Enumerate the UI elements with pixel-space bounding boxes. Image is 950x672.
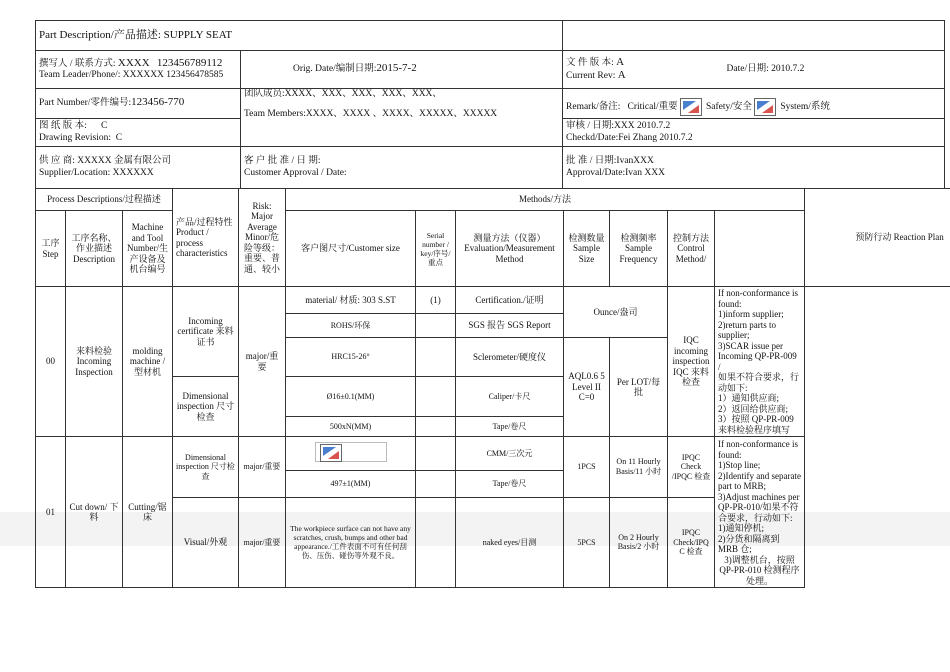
drawing-image: [315, 442, 387, 462]
control-plan-table: [35, 188, 950, 588]
machine-cell: molding machine /型材机: [123, 287, 173, 437]
process-descriptions-header: Process Descriptions/过程描述: [36, 189, 173, 211]
table-row: [36, 437, 950, 471]
approval-cell: [563, 147, 945, 189]
author-cell: [36, 51, 241, 89]
customer-size-header: 客户图尺寸/Customer size: [286, 211, 416, 287]
doc-version-label: 文 件 版 本:: [566, 58, 614, 68]
team-leader-name: XXXXXX: [122, 70, 164, 80]
customer-size-cell: HRC15-26°: [286, 338, 416, 377]
part-description: Part Description/产品描述: SUPPLY SEAT: [36, 21, 563, 51]
table-row: [36, 287, 950, 314]
step-header: 工序Step: [36, 211, 66, 287]
characteristic-cell: Incoming certificate 来料证书: [173, 287, 239, 377]
machine-header: Machine and Tool Number/生产设备及机台编号: [123, 211, 173, 287]
serial-cell: [416, 470, 456, 497]
sample-size-header: 检测数量 Sample Size: [564, 211, 610, 287]
reaction-line: 如果不符合要求，行动如下:: [718, 372, 800, 393]
method-cell: Tape/卷尺: [456, 417, 564, 437]
sample-size-cell: 5PCS: [564, 497, 610, 587]
method-cell: CMM/三次元: [456, 437, 564, 471]
customer-size-cell: ROHS/环保: [286, 314, 416, 338]
team-members-cn: 团队成员:XXXX、XXX、XXX、XXX、XXX、: [244, 89, 442, 99]
risk-cell: major/重要: [239, 287, 286, 437]
frequency-cell: On 11 Hourly Basis/11 小时: [610, 437, 668, 498]
reaction-plan-cell: [715, 287, 805, 437]
process-name-cell: 来料检验 Incoming Inspection: [66, 287, 123, 437]
date-value: 2010.7.2: [771, 63, 805, 74]
control-method-header: 控制方法 Control Method/: [668, 211, 715, 287]
serial-cell: [416, 437, 456, 471]
reaction-line: 1)Stop line;: [718, 460, 761, 470]
risk-header: Risk: Major Average Minor/危险等级：重要、普通、较小: [239, 189, 286, 287]
part-number: 123456-770: [131, 96, 185, 109]
drawing-image-cell: [286, 437, 416, 471]
orig-date: 2015-7-2: [376, 62, 417, 75]
reaction-plan-header: 预防行动 Reaction Plan: [805, 189, 950, 287]
customer-size-cell: 500xN(MM): [286, 417, 416, 437]
approval-en: Approval/Date:Ivan XXX: [566, 167, 665, 178]
frequency-cell: On 2 Hourly Basis/2 小时: [610, 497, 668, 587]
control-plan-header: [35, 20, 945, 189]
customer-approval-en: Customer Approval / Date:: [244, 167, 347, 178]
approval-cn: 批 准 / 日期:IvanXXX: [566, 156, 654, 166]
doc-version-cell: [563, 51, 727, 89]
control-method-cell: IPQC Check/IPQ C 检查: [668, 497, 715, 587]
risk-cell: major/重要: [239, 437, 286, 498]
serial-cell: [416, 497, 456, 587]
orig-date-cell: [241, 51, 563, 89]
sample-frequency-header: 检测频率 Sample Frequency: [610, 211, 668, 287]
table-row: [36, 376, 950, 417]
process-name-header: 工序名称、作业描述 Description: [66, 211, 123, 287]
characteristics-header: 产品/过程特性 Product / process characteristics: [173, 189, 239, 287]
serial-number-header: Serial number / key/序号/重点: [416, 211, 456, 287]
drawing-version: C: [101, 121, 108, 131]
supplier-cn: 供 应 商: XXXXX 金属有限公司: [39, 156, 171, 166]
part-number-cell: [36, 89, 241, 119]
serial-cell: [416, 338, 456, 377]
team-leader-label: Team Leader/Phone/:: [39, 70, 121, 80]
reaction-line: 2）返回给供应商;: [718, 403, 789, 414]
customer-approval-cell: [241, 147, 563, 189]
safety-symbol-icon: [754, 98, 776, 116]
reaction-line: 3)Adjust machines per: [718, 491, 800, 502]
reaction-line: 1)inform supplier;: [718, 309, 784, 319]
method-cell: SGS 报告 SGS Report: [456, 314, 564, 338]
part-number-label: Part Number/零件编号:: [39, 98, 132, 109]
step-cell: 00: [36, 287, 66, 437]
reaction-line: 1）通知供应商;: [718, 393, 780, 403]
serial-cell: [416, 376, 456, 417]
review-text: 审核 / 日期:XXX 2010.7.2: [566, 121, 671, 131]
risk-cell: major/重要: [239, 497, 286, 587]
team-leader-phone: 123456478585: [166, 70, 224, 80]
doc-version: A: [616, 56, 625, 68]
checkd-text: Checkd/Date:Fei Zhang 2010.7.2: [566, 132, 693, 143]
step-cell: 01: [36, 437, 66, 588]
reaction-line: 1)通知停机;: [718, 523, 764, 533]
broken-image-icon: [320, 444, 342, 462]
machine-cell: Cutting/锯床: [123, 437, 173, 588]
team-members-en: Team Members:XXXX、XXXX 、XXXX、XXXXX、XXXXX: [244, 108, 498, 119]
orig-date-label: Orig. Date/编制日期:: [293, 64, 377, 75]
control-method-cell: IPQC Check /IPQC 检查: [668, 437, 715, 498]
author-name: XXXX: [117, 56, 150, 69]
team-members-cell: [241, 89, 563, 147]
process-name-cell: Cut down/ 下料: [66, 437, 123, 588]
supplier-en: Supplier/Location: XXXXXX: [39, 167, 154, 178]
method-cell: Sclerometer/硬度仪: [456, 338, 564, 377]
customer-approval-cn: 客 户 批 准 / 日 期:: [244, 156, 321, 166]
customer-size-cell: 497±1(MM): [286, 470, 416, 497]
customer-size-cell: Ø16±0.1(MM): [286, 376, 416, 417]
date-label: Date/日期:: [726, 63, 769, 74]
author-phone: 123456789112: [156, 56, 223, 69]
current-rev-label: Current Rev:: [566, 70, 616, 81]
current-rev: A: [617, 68, 626, 81]
control-method-cell: IQC incoming inspection IQC 来料检查: [668, 287, 715, 437]
reaction-plan-cell: [715, 437, 805, 588]
reaction-line: 2)Identify and separate part to MRB;: [718, 470, 801, 491]
safety-label: Safety/安全: [706, 102, 752, 113]
customer-size-cell: material/ 材质: 303 S.ST: [286, 287, 416, 314]
method-cell: Tape/卷尺: [456, 470, 564, 497]
reaction-line: If non-conformance is found:: [718, 439, 798, 460]
customer-size-cell: The workpiece surface can not have any scratches, crush, bumps and other bad appearance./工件表面不可有任何刮伤、压伤、碰伤等外观不良。: [286, 497, 416, 587]
methods-header: Methods/方法: [286, 189, 805, 211]
reaction-line: 2)分货和隔离到 MRB 仓;: [718, 533, 780, 554]
characteristic-cell: Dimensional inspection 尺寸检查: [173, 437, 239, 498]
serial-cell: (1): [416, 287, 456, 314]
drawing-revision: C: [115, 132, 123, 143]
sample-size-cell: 1PCS: [564, 437, 610, 498]
critical-symbol-icon: [680, 98, 702, 116]
reaction-line: If non-conformance is found:: [718, 288, 798, 309]
serial-cell: [416, 417, 456, 437]
reaction-line: 3）按照 QP-PR-009 来料检验程序填写: [718, 414, 794, 435]
serial-cell: [416, 314, 456, 338]
reaction-line: QP-PR-010/如果不符合要求，行动如下:: [718, 502, 799, 523]
sample-ounce-cell: Ounce/盎司: [564, 287, 668, 338]
table-row: [36, 497, 950, 587]
author-label: 撰写人 / 联系方式:: [39, 58, 116, 69]
drawing-revision-label: Drawing Revision:: [39, 132, 112, 143]
method-cell: naked eyes/目测: [456, 497, 564, 587]
system-label: System/系统: [780, 102, 830, 113]
aql-cell: AQL0.6 5 Level II C=0: [564, 338, 610, 437]
supplier-cell: [36, 147, 241, 189]
per-lot-cell: Per LOT/每批: [610, 338, 668, 437]
drawing-version-label: 图 纸 版 本:: [39, 121, 87, 131]
reaction-line: 3)调整机台，按照 QP-PR-010 检测程序处理。: [719, 554, 800, 586]
method-cell: Caliper/卡尺: [456, 376, 564, 417]
remark-cell: [563, 89, 945, 119]
reaction-line: 3)SCAR issue per Incoming QP-PR-009 /: [718, 340, 797, 372]
drawing-version-cell: [36, 119, 241, 147]
reaction-line: 2)return parts to supplier;: [718, 319, 776, 340]
critical-label: Critical/重要: [627, 102, 678, 113]
evaluation-header: 测量方法（仪器）Evaluation/Measurement Method: [456, 211, 564, 287]
review-cell: [563, 119, 945, 147]
method-cell: Certification./证明: [456, 287, 564, 314]
characteristic-cell: Visual/外观: [173, 497, 239, 587]
date-cell: [727, 51, 945, 89]
remark-label: Remark/备注:: [566, 102, 621, 113]
characteristic-cell: Dimensional inspection 尺寸检查: [173, 376, 239, 437]
